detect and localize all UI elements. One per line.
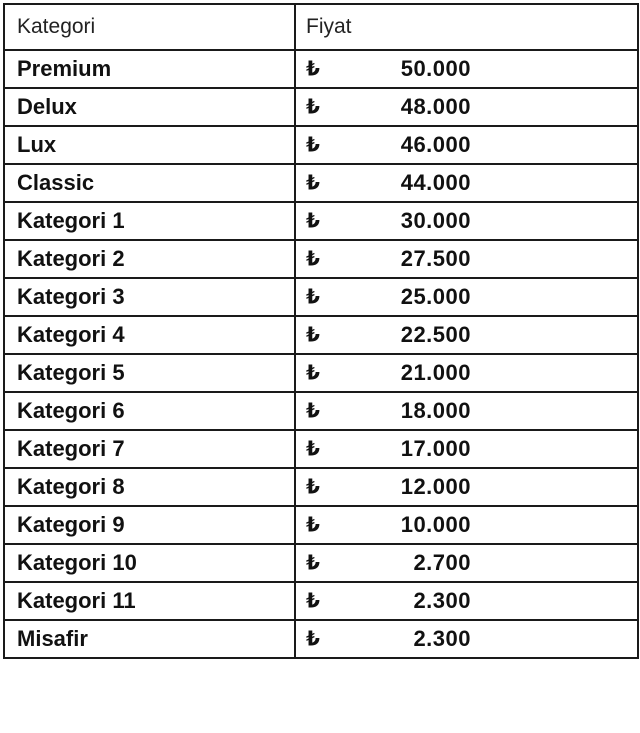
table-row (4, 468, 638, 506)
category-cell: Kategori 5 (4, 354, 295, 392)
price-cell (295, 50, 638, 88)
price-amount: 17.000 (400, 436, 471, 461)
category-cell: Delux (4, 88, 295, 126)
table-row (4, 278, 638, 316)
price-cell (295, 164, 638, 202)
table-row (4, 544, 638, 582)
table-row (4, 506, 638, 544)
price-amount: 50.000 (400, 56, 471, 81)
lira-currency-icon: ₺ (306, 210, 320, 233)
table-row (4, 50, 638, 88)
price-cell (295, 316, 638, 354)
price-amount: 2.300 (413, 626, 471, 651)
price-amount: 46.000 (400, 132, 471, 157)
header-category: Kategori (4, 4, 295, 50)
price-cell (295, 620, 638, 658)
price-amount: 30.000 (400, 208, 471, 233)
price-amount: 27.500 (400, 246, 471, 271)
category-cell: Kategori 1 (4, 202, 295, 240)
price-amount: 48.000 (400, 94, 471, 119)
price-cell (295, 278, 638, 316)
lira-currency-icon: ₺ (306, 172, 320, 195)
category-cell: Kategori 9 (4, 506, 295, 544)
header-price: Fiyat (295, 4, 638, 50)
price-cell (295, 240, 638, 278)
price-amount: 25.000 (400, 284, 471, 309)
lira-currency-icon: ₺ (306, 476, 320, 499)
price-amount: 2.300 (413, 588, 471, 613)
price-cell (295, 544, 638, 582)
table-row (4, 240, 638, 278)
price-amount: 2.700 (413, 550, 471, 575)
lira-currency-icon: ₺ (306, 324, 320, 347)
price-amount: 10.000 (400, 512, 471, 537)
table-row (4, 354, 638, 392)
table-row (4, 316, 638, 354)
price-cell (295, 506, 638, 544)
price-cell (295, 468, 638, 506)
table-row (4, 164, 638, 202)
category-cell: Kategori 11 (4, 582, 295, 620)
lira-currency-icon: ₺ (306, 400, 320, 423)
table-header-row (4, 4, 638, 50)
category-cell: Kategori 2 (4, 240, 295, 278)
price-amount: 18.000 (400, 398, 471, 423)
table-row (4, 430, 638, 468)
lira-currency-icon: ₺ (306, 362, 320, 385)
lira-currency-icon: ₺ (306, 628, 320, 651)
price-cell (295, 202, 638, 240)
price-amount: 44.000 (400, 170, 471, 195)
lira-currency-icon: ₺ (306, 96, 320, 119)
table-row (4, 620, 638, 658)
category-cell: Classic (4, 164, 295, 202)
category-cell: Misafir (4, 620, 295, 658)
lira-currency-icon: ₺ (306, 552, 320, 575)
price-amount: 22.500 (400, 322, 471, 347)
lira-currency-icon: ₺ (306, 248, 320, 271)
lira-currency-icon: ₺ (306, 590, 320, 613)
price-cell (295, 126, 638, 164)
table-row (4, 126, 638, 164)
price-cell (295, 392, 638, 430)
lira-currency-icon: ₺ (306, 514, 320, 537)
category-cell: Kategori 6 (4, 392, 295, 430)
lira-currency-icon: ₺ (306, 286, 320, 309)
price-amount: 21.000 (400, 360, 471, 385)
category-cell: Kategori 4 (4, 316, 295, 354)
category-cell: Kategori 7 (4, 430, 295, 468)
lira-currency-icon: ₺ (306, 438, 320, 461)
price-cell (295, 430, 638, 468)
price-table (3, 3, 639, 659)
price-cell (295, 582, 638, 620)
category-cell: Kategori 10 (4, 544, 295, 582)
price-amount: 12.000 (400, 474, 471, 499)
category-cell: Kategori 3 (4, 278, 295, 316)
category-cell: Premium (4, 50, 295, 88)
lira-currency-icon: ₺ (306, 58, 320, 81)
table-row (4, 202, 638, 240)
price-table-body (4, 4, 638, 658)
lira-currency-icon: ₺ (306, 134, 320, 157)
table-row (4, 392, 638, 430)
table-row (4, 88, 638, 126)
table-row (4, 582, 638, 620)
category-cell: Lux (4, 126, 295, 164)
price-cell (295, 88, 638, 126)
category-cell: Kategori 8 (4, 468, 295, 506)
price-cell (295, 354, 638, 392)
